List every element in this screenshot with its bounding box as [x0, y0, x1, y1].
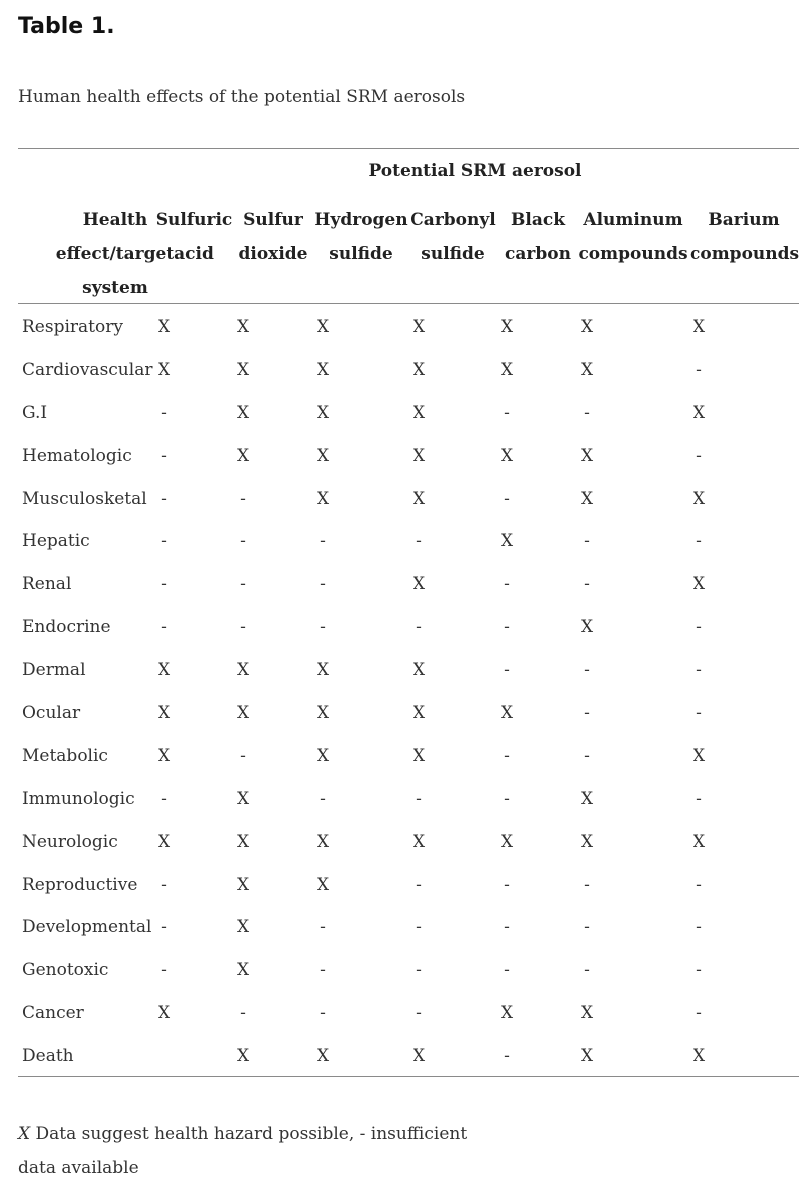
table-cell: X	[236, 359, 250, 380]
row-label: Neurologic	[22, 831, 118, 852]
column-header-line: sulfide	[329, 244, 393, 264]
table-cell: X	[316, 874, 330, 895]
table-cell: -	[161, 874, 167, 895]
table-cell: X	[316, 745, 330, 766]
table-cell: -	[584, 960, 590, 981]
table-cell: X	[580, 317, 594, 337]
table-row	[0, 306, 800, 349]
row-label: Death	[22, 1046, 74, 1067]
table-cell: -	[161, 531, 167, 552]
table-cell: -	[696, 788, 702, 809]
table-cell: X	[157, 831, 171, 852]
row-label: Metabolic	[22, 745, 108, 766]
table-cell: X	[236, 660, 250, 681]
table-cell: X	[580, 1046, 594, 1067]
table-cell: -	[240, 531, 246, 552]
table-row	[0, 821, 800, 864]
table-row	[0, 563, 800, 606]
table-row	[0, 520, 800, 563]
table-cell: -	[504, 617, 510, 638]
table-cell: -	[320, 617, 326, 638]
table-cell: X	[316, 660, 330, 681]
table-row	[0, 949, 800, 992]
table-row	[0, 1035, 800, 1078]
column-header-line: Black	[511, 210, 565, 230]
table-cell: -	[584, 531, 590, 552]
table-cell: -	[416, 1003, 422, 1024]
table-cell: X	[412, 445, 426, 466]
column-header-line: Sulfuric	[155, 210, 233, 230]
table-cell: -	[504, 788, 510, 809]
table-cell: -	[161, 788, 167, 809]
column-header-barium-compounds	[690, 203, 798, 271]
table-cell: X	[412, 703, 426, 724]
table-cell: -	[240, 488, 246, 509]
table-cell: X	[412, 831, 426, 852]
table-cell: X	[236, 317, 250, 337]
table-cell: X	[316, 402, 330, 423]
table-cell: X	[580, 788, 594, 809]
table-cell: -	[416, 531, 422, 552]
table-cell: -	[416, 874, 422, 895]
row-label: Endocrine	[22, 617, 111, 638]
table-cell: -	[504, 745, 510, 766]
table-cell: X	[412, 488, 426, 509]
row-label: Ocular	[22, 703, 81, 724]
table-cell: X	[157, 359, 171, 380]
table-cell: -	[320, 917, 326, 938]
table-cell: -	[416, 917, 422, 938]
column-header-line: Barium	[708, 210, 780, 230]
row-label: Hepatic	[22, 531, 90, 552]
table-cell: X	[157, 1003, 171, 1024]
row-label: Developmental	[22, 917, 152, 938]
table-cell: X	[500, 359, 514, 380]
table-cell: -	[161, 445, 167, 466]
table-cell: X	[580, 831, 594, 852]
table-cell: -	[320, 531, 326, 552]
row-label: Musculosketal	[22, 488, 147, 509]
table-cell: -	[416, 960, 422, 981]
column-header-black-carbon	[500, 203, 576, 271]
table-cell: X	[500, 317, 514, 337]
table-cell: -	[504, 874, 510, 895]
column-header-line: compounds	[690, 244, 800, 264]
table-cell: X	[580, 359, 594, 380]
table-row	[0, 349, 800, 392]
table-cell: -	[320, 960, 326, 981]
table-title: Table 1.	[18, 14, 115, 39]
row-label: Cardiovascular	[22, 359, 153, 380]
footnote-line: data available	[18, 1158, 139, 1178]
table-cell: X	[500, 531, 514, 552]
footnote-text: Data suggest health hazard possible, - insufficient	[35, 1124, 468, 1144]
table-cell: X	[692, 488, 706, 509]
table-cell: -	[161, 917, 167, 938]
row-label: Renal	[22, 574, 72, 595]
table-cell: X	[412, 1046, 426, 1067]
row-label: Reproductive	[22, 874, 138, 895]
column-header-line: compounds	[578, 244, 688, 264]
table-cell: X	[316, 488, 330, 509]
table-row	[0, 478, 800, 521]
table-cell: X	[236, 402, 250, 423]
table-cell: X	[500, 831, 514, 852]
table-cell: X	[157, 317, 171, 337]
column-header-line: sulfide	[421, 244, 485, 264]
table-cell: X	[692, 745, 706, 766]
table-cell: X	[412, 359, 426, 380]
table-cell: -	[696, 703, 702, 724]
row-label: Cancer	[22, 1003, 84, 1024]
column-header-line: Carbonyl	[410, 210, 496, 230]
table-cell: X	[157, 703, 171, 724]
row-label: Hematologic	[22, 445, 132, 466]
table-bottom-rule	[18, 1076, 799, 1077]
table-cell: -	[240, 617, 246, 638]
table-row	[0, 392, 800, 435]
table-cell: X	[580, 617, 594, 638]
table-cell: X	[316, 445, 330, 466]
table-row	[0, 735, 800, 778]
table-cell: -	[504, 917, 510, 938]
table-cell: X	[236, 917, 250, 938]
table-row	[0, 906, 800, 949]
column-header-line: acid	[174, 244, 214, 264]
row-label: Respiratory	[22, 317, 123, 337]
table-cell: -	[240, 745, 246, 766]
column-header-hydrogen-sulfide	[312, 203, 410, 271]
table-cell: X	[500, 703, 514, 724]
table-cell: X	[412, 317, 426, 337]
table-cell: X	[316, 317, 330, 337]
table-cell: -	[504, 488, 510, 509]
table-cell: -	[584, 402, 590, 423]
table-cell: X	[316, 359, 330, 380]
table-cell: X	[500, 445, 514, 466]
table-cell: X	[580, 445, 594, 466]
table-cell: -	[584, 745, 590, 766]
table-cell: -	[320, 1003, 326, 1024]
table-cell: -	[584, 703, 590, 724]
table-row	[0, 435, 800, 478]
table-cell: -	[161, 574, 167, 595]
table-cell: X	[236, 831, 250, 852]
table-cell: X	[692, 574, 706, 595]
footnote-line	[18, 1117, 467, 1151]
row-label: G.I	[22, 402, 48, 423]
column-header-line: Hydrogen	[314, 210, 408, 230]
table-cell: X	[236, 1046, 250, 1067]
table-cell: X	[412, 574, 426, 595]
table-cell: -	[161, 402, 167, 423]
row-label: Dermal	[22, 660, 86, 681]
footnote-x-symbol: X	[18, 1124, 31, 1144]
table-cell: -	[320, 788, 326, 809]
table-cell: X	[157, 660, 171, 681]
table-cell: -	[240, 574, 246, 595]
table-cell: -	[696, 660, 702, 681]
column-header-line: Sulfur	[243, 210, 303, 230]
table-cell: -	[504, 660, 510, 681]
table-cell: -	[696, 874, 702, 895]
table-cell: -	[504, 574, 510, 595]
column-header-line: dioxide	[238, 244, 308, 264]
table-cell: -	[504, 960, 510, 981]
table-row	[0, 778, 800, 821]
table-cell: X	[157, 745, 171, 766]
row-header-line: effect/target	[55, 244, 175, 264]
table-cell: -	[696, 960, 702, 981]
table-cell: -	[584, 874, 590, 895]
table-cell: -	[161, 960, 167, 981]
table-cell: -	[584, 660, 590, 681]
table-cell: -	[696, 617, 702, 638]
column-header-line: Aluminum	[583, 210, 683, 230]
table-row	[0, 649, 800, 692]
table-cell: X	[692, 402, 706, 423]
table-cell: X	[236, 445, 250, 466]
column-group-header: Potential SRM aerosol	[368, 161, 582, 181]
table-cell: -	[696, 359, 702, 380]
table-cell: X	[692, 1046, 706, 1067]
table-row	[0, 992, 800, 1035]
table-cell: X	[580, 488, 594, 509]
table-cell: X	[580, 1003, 594, 1024]
table-cell: X	[236, 960, 250, 981]
table-cell: X	[316, 703, 330, 724]
table-cell: X	[500, 1003, 514, 1024]
table-cell: -	[696, 445, 702, 466]
table-cell: X	[692, 317, 706, 337]
table-cell: -	[161, 488, 167, 509]
table-header-rule	[18, 303, 799, 304]
table-cell: X	[412, 660, 426, 681]
column-header-sulfuric-acid	[154, 203, 234, 271]
row-header-line: system	[82, 278, 148, 298]
table-footnote	[18, 1117, 467, 1185]
table-cell: X	[316, 1046, 330, 1067]
table-cell: X	[316, 831, 330, 852]
column-header-carbonyl-sulfide	[410, 203, 496, 271]
table-cell: X	[692, 831, 706, 852]
table-cell: -	[320, 574, 326, 595]
row-label: Immunologic	[22, 788, 135, 809]
table-row	[0, 864, 800, 907]
table-cell: X	[412, 745, 426, 766]
row-header-line: Health	[82, 210, 148, 230]
table-caption: Human health effects of the potential SRM aerosols	[18, 87, 466, 107]
column-header-sulfur-dioxide	[234, 203, 312, 271]
table-cell: X	[236, 874, 250, 895]
table-cell: -	[696, 917, 702, 938]
table-cell: -	[416, 617, 422, 638]
table-cell: X	[236, 788, 250, 809]
column-header-aluminum-compounds	[578, 203, 688, 271]
table-cell: -	[240, 1003, 246, 1024]
table-row	[0, 692, 800, 735]
table-cell: X	[412, 402, 426, 423]
table-cell: -	[696, 1003, 702, 1024]
table-cell: X	[236, 703, 250, 724]
table-cell: -	[504, 402, 510, 423]
table-cell: -	[504, 1046, 510, 1067]
table-cell: -	[161, 617, 167, 638]
table-top-rule	[18, 148, 799, 149]
table-row	[0, 606, 800, 649]
table-cell: -	[696, 531, 702, 552]
table-cell: -	[584, 574, 590, 595]
column-header-line: carbon	[505, 244, 571, 264]
row-label: Genotoxic	[22, 960, 109, 981]
table-body	[0, 306, 800, 1078]
table-cell: -	[416, 788, 422, 809]
table-cell: -	[584, 917, 590, 938]
